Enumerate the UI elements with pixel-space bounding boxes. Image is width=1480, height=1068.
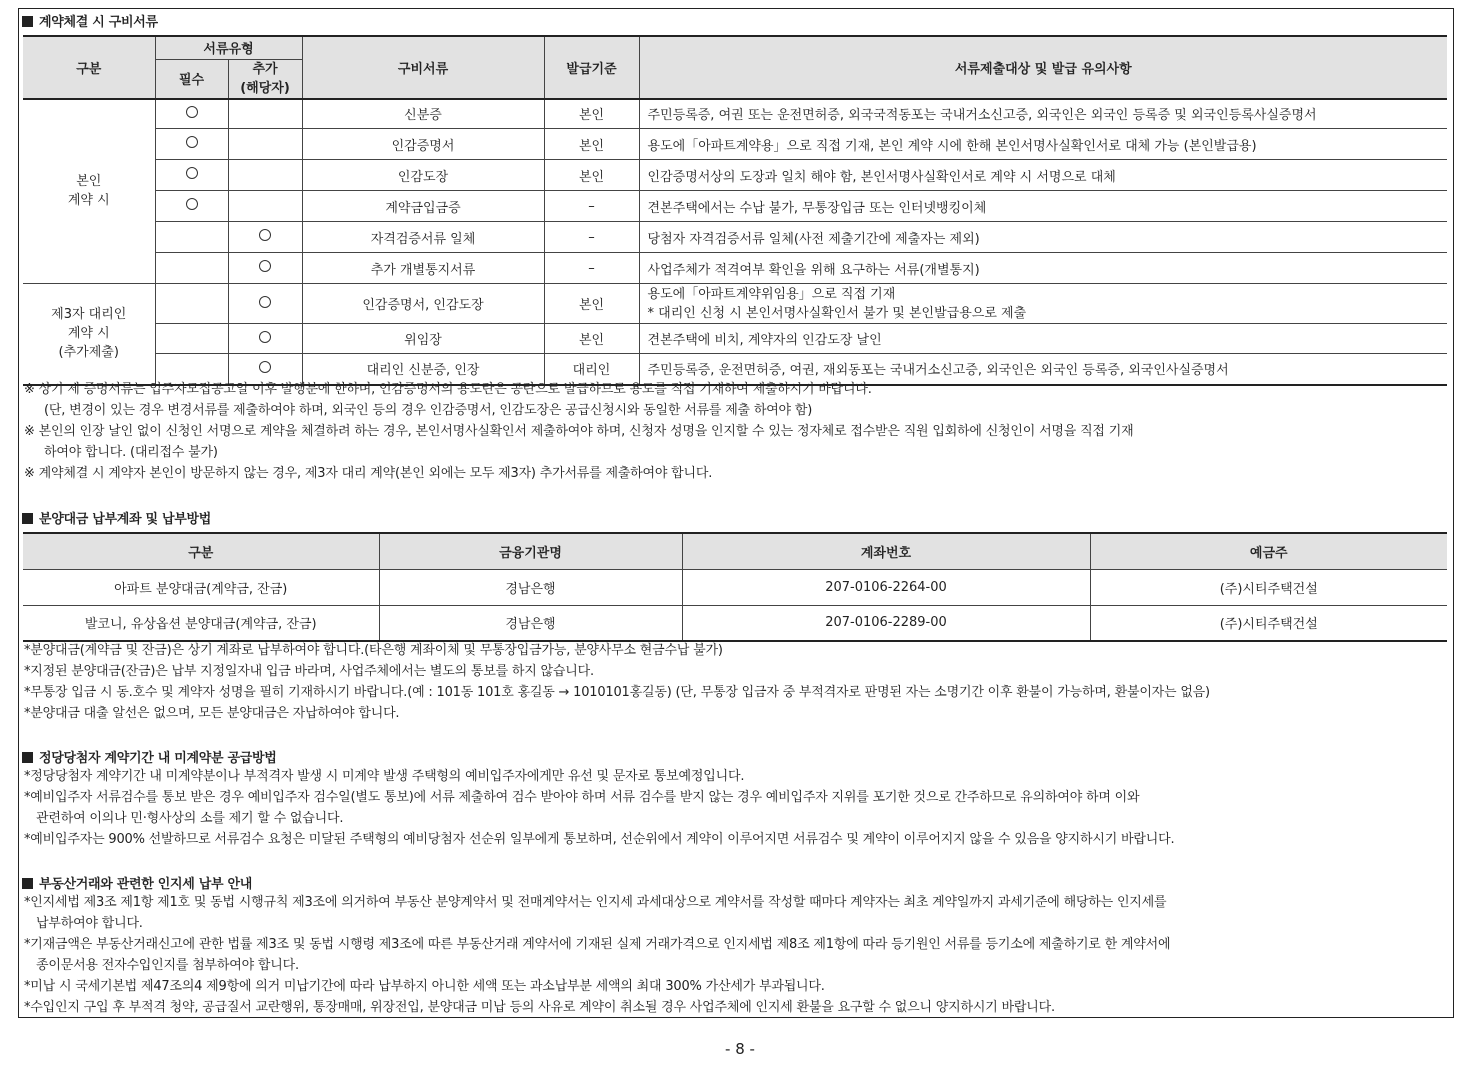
circle-icon [186,198,198,210]
square-bullet-icon [22,16,33,27]
group-proxy-contract: 제3자 대리인 계약 시 (추가제출) [23,284,155,385]
doc-note: 주민등록증, 운전면허증, 여권, 재외동포는 국내거소신고증, 외국인은 외국인 등록증, 외국인사실증명서 [639,354,1447,385]
header-docs: 구비서류 [302,36,544,99]
header-additional: 추가 (해당자) [228,59,302,99]
required-docs-table [23,35,1447,386]
doc-name: 계약금입금증 [302,191,544,222]
doc-name: 추가 개별통지서류 [302,253,544,284]
circle-icon [259,229,271,241]
note-line: 종이문서용 전자수입인지를 첨부하여야 합니다. [36,958,299,973]
account-category: 아파트 분양대금(계약금, 잔금) [23,569,379,605]
doc-issuer: 본인 [544,324,639,354]
group-self-contract: 본인 계약 시 [23,99,155,284]
account-bank: 경남은행 [379,605,682,641]
note-line: *미납 시 국세기본법 제47조의4 제9항에 의거 미납기간에 따라 납부하지 아니한 세액 또는 과소납부분 세액의 최대 300% 가산세가 부과됩니다. [24,979,825,994]
note-line: *분양대금 대출 알선은 없으며, 모든 분양대금은 자납하여야 합니다. [24,706,400,721]
required-mark [155,324,228,354]
header-issuer: 발급기준 [544,36,639,99]
header-category: 구분 [23,533,379,569]
table-row [23,129,1447,160]
table-row [23,222,1447,253]
note-line: *예비입주자 서류검수를 통보 받은 경우 예비입주자 검수일(별도 통보)에 서류 제출하여 검수 받아야 하며 서류 검수를 받지 않는 경우 예비입주자 지위를 포기한 것으로 간주하므로 유의하여야 하며 이와 [24,790,1140,805]
account-table [23,532,1447,642]
required-mark [155,191,228,222]
account-notes [24,640,1454,724]
header-notes: 서류제출대상 및 발급 유의사항 [639,36,1447,99]
required-mark [155,222,228,253]
additional-mark [228,324,302,354]
doc-note: 견본주택에 비치, 계약자의 인감도장 날인 [639,324,1447,354]
required-mark [155,160,228,191]
additional-mark [228,99,302,129]
circle-icon [186,136,198,148]
account-holder: (주)시티주택건설 [1090,569,1447,605]
doc-issuer: – [544,222,639,253]
doc-issuer: 대리인 [544,354,639,385]
header-holder: 예금주 [1090,533,1447,569]
additional-mark [228,253,302,284]
page-number: - 8 - [725,1040,755,1058]
note-line: *무통장 입금 시 동.호수 및 계약자 성명을 필히 기재하시기 바랍니다.(예 : 101동 101호 홍길동 → 1010101홍길동) (단, 무통장 입금자 중 부적격자로 판명된 자는 소명기간 이후 환불이 가능하며, 환불이자는 없음) [24,685,1210,700]
required-mark [155,284,228,324]
account-bank: 경남은행 [379,569,682,605]
section-title-stamp-tax: 부동산거래와 관련한 인지세 납부 안내 [22,873,252,892]
note-line: 하여야 합니다. (대리접수 불가) [44,445,218,460]
table-row [23,253,1447,284]
docs-notes [24,379,1454,484]
header-doctype: 서류유형 [155,36,302,59]
note-line: (단, 변경이 있는 경우 변경서류를 제출하여야 하며, 외국인 등의 경우 인감증명서, 인감도장은 공급신청시와 동일한 서류를 제출 하여야 함) [44,403,813,418]
doc-issuer: – [544,253,639,284]
note-line: *정당당첨자 계약기간 내 미계약분이나 부적격자 발생 시 미계약 발생 주택형의 예비입주자에게만 유선 및 문자로 통보예정입니다. [24,769,745,784]
doc-issuer: 본인 [544,99,639,129]
additional-mark [228,129,302,160]
doc-note: 견본주택에서는 수납 불가, 무통장입금 또는 인터넷뱅킹이체 [639,191,1447,222]
doc-name: 인감증명서, 인감도장 [302,284,544,324]
square-bullet-icon [22,752,33,763]
header-bank: 금융기관명 [379,533,682,569]
table-row [23,191,1447,222]
note-line: *기재금액은 부동산거래신고에 관한 법률 제3조 및 동법 시행령 제3조에 따른 부동산거래 계약서에 기재된 실제 거래가격으로 인지세법 제8조 제1항에 따라 등기원인 서류를 등기소에 제출하기로 한 계약서에 [24,937,1171,952]
doc-name: 인감도장 [302,160,544,191]
note-line: *예비입주자는 900% 선발하므로 서류검수 요청은 미달된 주택형의 예비당첨자 선순위 일부에게 통보하며, 선순위에서 계약이 이루어지면 서류검수 및 계약이 이루어지지 않을 수 있음을 양지하시기 바랍니다. [24,832,1175,847]
note-line: *분양대금(계약금 및 잔금)은 상기 계좌로 납부하여야 합니다.(타은행 계좌이체 및 무통장입금가능, 분양사무소 현금수납 불가) [24,643,723,658]
account-category: 발코니, 유상옵션 분양대금(계약금, 잔금) [23,605,379,641]
section-title-unsold: 정당당첨자 계약기간 내 미계약분 공급방법 [22,747,277,766]
square-bullet-icon [22,878,33,889]
account-number: 207-0106-2264-00 [682,569,1090,605]
circle-icon [186,167,198,179]
circle-icon [259,361,271,373]
circle-icon [259,331,271,343]
doc-name: 자격검증서류 일체 [302,222,544,253]
unsold-notes [24,766,1454,850]
additional-mark [228,284,302,324]
table-row [23,284,1447,324]
table-row [23,99,1447,129]
header-account-no: 계좌번호 [682,533,1090,569]
doc-issuer: 본인 [544,284,639,324]
note-line: *수입인지 구입 후 부적격 청약, 공급질서 교란행위, 통장매매, 위장전입, 분양대금 미납 등의 사유로 계약이 취소될 경우 사업주체에 인지세 환불을 요구할 수 없으니 양지하시기 바랍니다. [24,1000,1055,1015]
doc-note: 주민등록증, 여권 또는 운전면허증, 외국국적동포는 국내거소신고증, 외국인은 외국인 등록증 및 외국인등록사실증명서 [639,99,1447,129]
section-title-docs: 계약체결 시 구비서류 [22,11,158,30]
doc-name: 대리인 신분증, 인장 [302,354,544,385]
header-required: 필수 [155,59,228,99]
doc-note: 사업주체가 적격여부 확인을 위해 요구하는 서류(개별통지) [639,253,1447,284]
required-mark [155,99,228,129]
required-mark [155,253,228,284]
doc-note: 인감증명서상의 도장과 일치 해야 함, 본인서명사실확인서로 계약 시 서명으로 대체 [639,160,1447,191]
additional-mark [228,191,302,222]
doc-note: 용도에「아파트계약위임용」으로 직접 기재 * 대리인 신청 시 본인서명사실확인서 불가 및 본인발급용으로 제출 [639,284,1447,324]
additional-mark [228,222,302,253]
doc-name: 신분증 [302,99,544,129]
account-holder: (주)시티주택건설 [1090,605,1447,641]
required-mark [155,129,228,160]
note-line: 납부하여야 합니다. [36,916,143,931]
table-row [23,569,1447,605]
header-category: 구분 [23,36,155,99]
section-title-account: 분양대금 납부계좌 및 납부방법 [22,508,211,527]
circle-icon [186,106,198,118]
additional-mark [228,160,302,191]
doc-issuer: – [544,191,639,222]
note-line: ※ 계약체결 시 계약자 본인이 방문하지 않는 경우, 제3자 대리 계약(본인 외에는 모두 제3자) 추가서류를 제출하여야 합니다. [24,466,713,481]
table-row [23,160,1447,191]
doc-issuer: 본인 [544,160,639,191]
note-line: *인지세법 제3조 제1항 제1호 및 동법 시행규칙 제3조에 의거하여 부동산 분양계약서 및 전매계약서는 인지세 과세대상으로 계약서를 작성할 때마다 계약자는 최초 계약일까지 과세기준에 해당하는 인지세를 [24,895,1167,910]
note-line: *지정된 분양대금(잔금)은 납부 지정일자내 입금 바라며, 사업주체에서는 별도의 통보를 하지 않습니다. [24,664,594,679]
account-number: 207-0106-2289-00 [682,605,1090,641]
circle-icon [259,296,271,308]
circle-icon [259,260,271,272]
doc-note: 용도에「아파트계약용」으로 직접 기재, 본인 계약 시에 한해 본인서명사실확인서로 대체 가능 (본인발급용) [639,129,1447,160]
table-row [23,324,1447,354]
note-line: 관련하여 이의나 민·형사상의 소를 제기 할 수 없습니다. [36,811,344,826]
doc-name: 인감증명서 [302,129,544,160]
doc-name: 위임장 [302,324,544,354]
square-bullet-icon [22,513,33,524]
doc-note: 당첨자 자격검증서류 일체(사전 제출기간에 제출자는 제외) [639,222,1447,253]
stamp-tax-notes [24,892,1454,1018]
doc-issuer: 본인 [544,129,639,160]
note-line: ※ 상기 제 증명서류는 입주자모집공고일 이후 발행분에 한하며, 인감증명서의 용도란은 공란으로 발급하므로 용도를 직접 기재하여 제출하시기 바랍니다. [24,382,872,397]
note-line: ※ 본인의 인장 날인 없이 신청인 서명으로 계약을 체결하려 하는 경우, 본인서명사실확인서 제출하여야 하며, 신청자 성명을 인지할 수 있는 정자체로 접수받은 직원 입회하에 신청인이 서명을 직접 기재 [24,424,1134,439]
table-row [23,605,1447,641]
